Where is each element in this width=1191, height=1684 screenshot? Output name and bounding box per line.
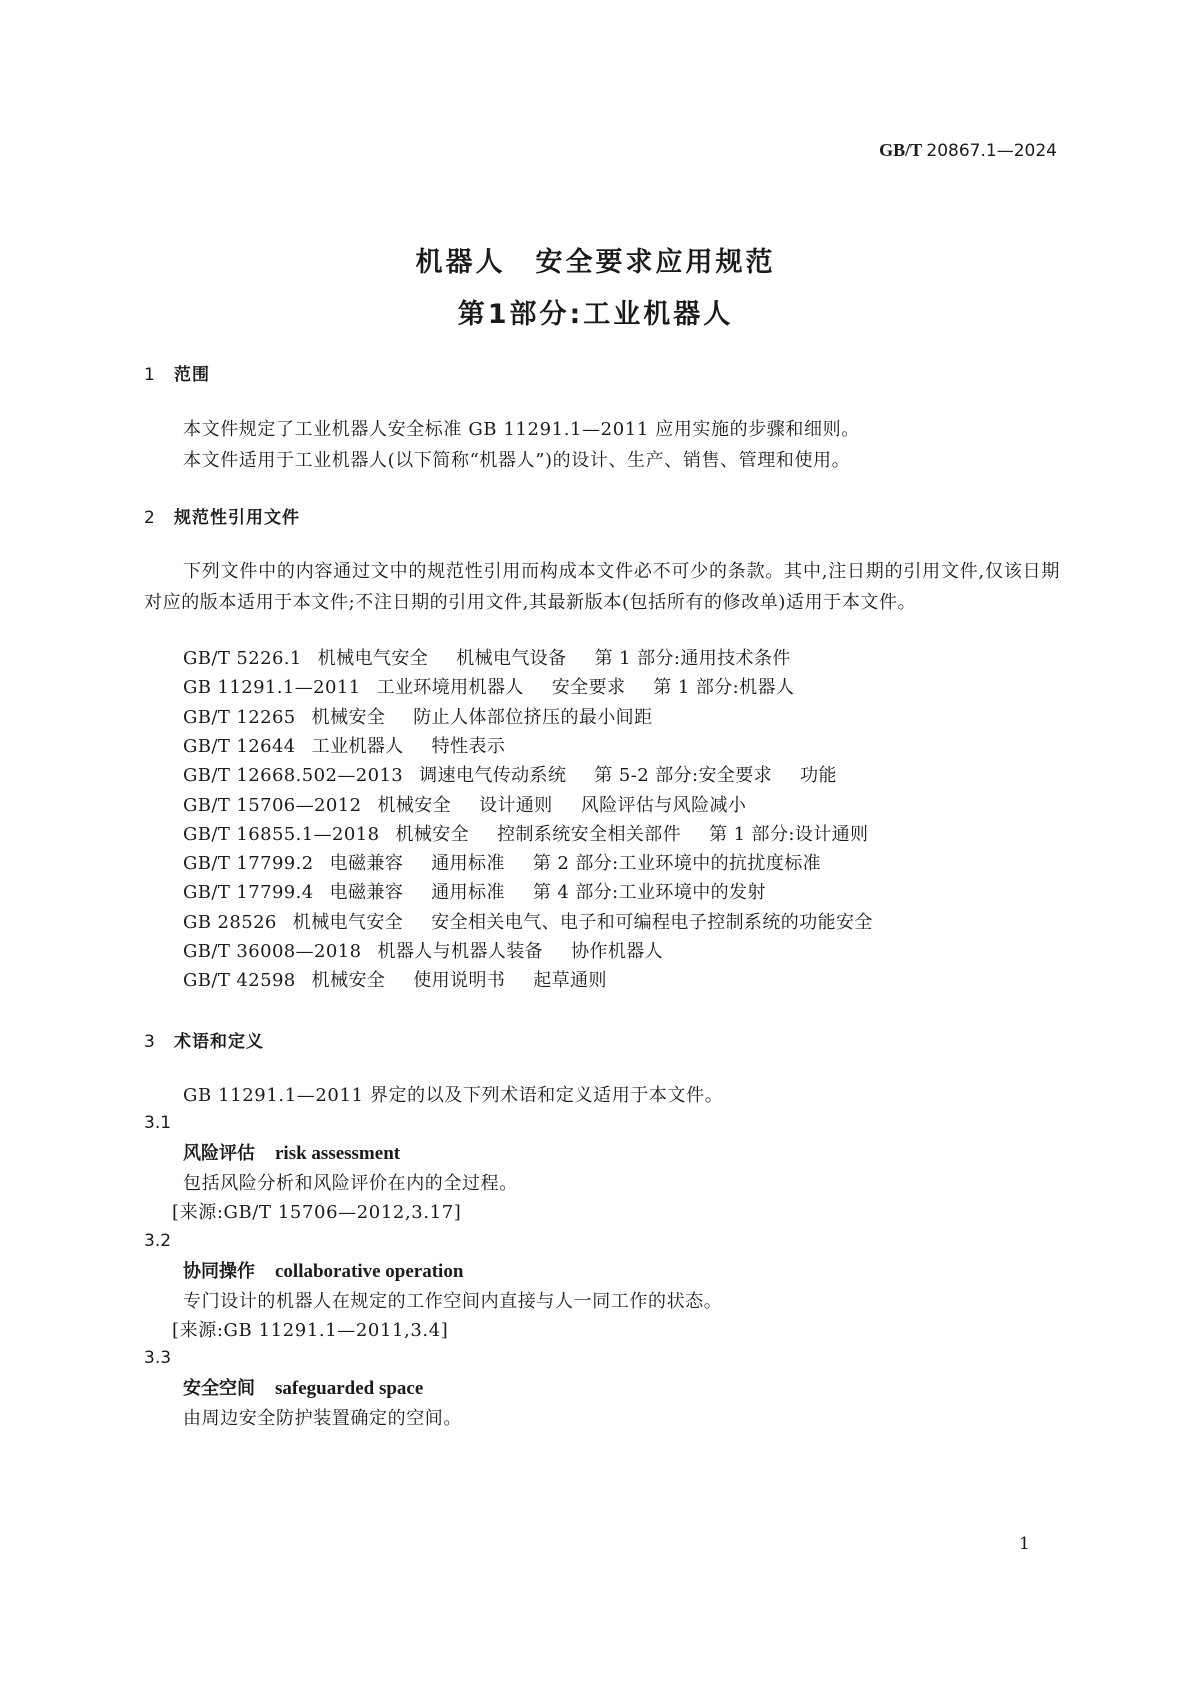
reference-title-part: 通用标准 [431, 853, 505, 874]
term-source: [来源:GB 11291.1—2011,3.4] [172, 1320, 449, 1341]
reference-title-part: 功能 [800, 765, 837, 786]
reference-item [183, 644, 819, 670]
document-title-line2: 第1部分:工业机器人 [457, 299, 734, 330]
reference-item [183, 966, 635, 992]
page-number: 1 [1019, 1534, 1030, 1554]
reference-title-part: 机械安全 [311, 970, 386, 991]
scope-paragraph: 本文件规定了工业机器人安全标准 GB 11291.1—2011 应用实施的步骤和细则。 [183, 419, 860, 440]
section-heading-scope [144, 360, 210, 385]
reference-title-part: 机械安全 [311, 707, 386, 728]
reference-code: GB/T 17799.4 [183, 882, 314, 903]
reference-item [183, 761, 865, 787]
reference-code: GB/T 12668.502—2013 [183, 765, 404, 786]
scope-paragraph: 本文件适用于工业机器人(以下简称“机器人”)的设计、生产、销售、管理和使用。 [183, 450, 851, 471]
term-definition: 由周边安全防护装置确定的空间。 [183, 1408, 462, 1429]
reference-title-part: 控制系统安全相关部件 [497, 824, 682, 845]
term-definition: 包括风险分析和风险评价在内的全过程。 [183, 1173, 518, 1194]
term-definition: 专门设计的机器人在规定的工作空间内直接与人一同工作的状态。 [183, 1291, 723, 1312]
reference-item [183, 703, 680, 729]
reference-title-part: 第 1 部分:设计通则 [709, 824, 869, 845]
term-en: risk assessment [275, 1143, 401, 1164]
reference-code: GB/T 36008—2018 [183, 941, 362, 962]
term-number: 3.1 [144, 1113, 172, 1133]
section-number: 3 [144, 1032, 156, 1052]
reference-title-part: 机器人与机器人装备 [377, 941, 544, 962]
section-title: 范围 [174, 365, 210, 385]
term-number: 3.2 [144, 1231, 172, 1251]
reference-title-part: 机械安全 [377, 795, 452, 816]
reference-title-part: 第 1 部分:机器人 [653, 677, 795, 698]
reference-item [183, 791, 774, 817]
reference-code: GB 11291.1—2011 [183, 677, 361, 698]
reference-title-part: 安全相关电气、电子和可编程电子控制系统的功能安全 [431, 912, 873, 933]
reference-code: GB/T 16855.1—2018 [183, 824, 380, 845]
reference-title-part: 设计通则 [479, 795, 553, 816]
reference-title-part: 电磁兼容 [329, 853, 404, 874]
section-heading-normative-references [144, 503, 300, 528]
reference-title-part: 特性表示 [431, 736, 506, 757]
term-en: collaborative operation [275, 1261, 464, 1282]
reference-code: GB/T 12644 [183, 736, 296, 757]
reference-title-part: 机械安全 [395, 824, 470, 845]
section-title: 术语和定义 [174, 1032, 264, 1052]
reference-code: GB/T 42598 [183, 970, 296, 991]
reference-title-part: 机械电气安全 [292, 912, 404, 933]
reference-title-part: 起草通则 [533, 970, 607, 991]
reference-title-part: 机械电气安全 [317, 648, 429, 669]
reference-item [183, 673, 822, 699]
term-source: [来源:GB/T 15706—2012,3.17] [172, 1202, 462, 1223]
term-en: safeguarded space [275, 1378, 424, 1399]
reference-item [183, 849, 849, 875]
reference-item [183, 937, 691, 963]
term-title [183, 1257, 463, 1283]
standard-prefix: GB/T [879, 140, 923, 160]
reference-code: GB/T 5226.1 [183, 648, 302, 669]
reference-title-part: 调速电气传动系统 [419, 765, 567, 786]
term-number: 3.3 [144, 1348, 172, 1368]
reference-title-part: 通用标准 [431, 882, 505, 903]
reference-title-part: 风险评估与风险减小 [580, 795, 747, 816]
standard-code [879, 140, 1057, 161]
reference-title-part: 机械电气设备 [456, 648, 567, 669]
reference-item [183, 732, 533, 758]
term-zh: 协同操作 [183, 1261, 255, 1282]
reference-title-part: 工业环境用机器人 [376, 677, 524, 698]
reference-item [183, 820, 896, 846]
reference-title-part: 第 2 部分:工业环境中的抗扰度标准 [532, 853, 822, 874]
standard-number: 20867.1—2024 [926, 141, 1057, 161]
reference-title-part: 使用说明书 [413, 970, 506, 991]
section-number: 1 [144, 365, 156, 385]
term-title [183, 1139, 400, 1165]
document-title-line1: 机器人 安全要求应用规范 [415, 247, 776, 278]
reference-title-part: 安全要求 [551, 677, 626, 698]
reference-item [183, 908, 901, 934]
term-zh: 安全空间 [183, 1378, 255, 1399]
reference-code: GB/T 12265 [183, 707, 296, 728]
section-title: 规范性引用文件 [174, 508, 300, 528]
term-title [183, 1374, 423, 1400]
reference-title-part: 工业机器人 [311, 736, 404, 757]
reference-title-part: 第 4 部分:工业环境中的发射 [532, 882, 766, 903]
reference-code: GB/T 15706—2012 [183, 795, 362, 816]
references-intro-paragraph: 下列文件中的内容通过文中的规范性引用而构成本文件必不可少的条款。其中,注日期的引用文件,仅该日期对应的版本适用于本文件;不注日期的引用文件,其最新版本(包括所有的修改单)适用于本文件。 [144, 561, 1060, 613]
section-heading-terms [144, 1027, 264, 1052]
term-zh: 风险评估 [183, 1143, 255, 1164]
reference-title-part: 第 5-2 部分:安全要求 [594, 765, 773, 786]
reference-title-part: 协作机器人 [571, 941, 664, 962]
section-number: 2 [144, 508, 156, 528]
reference-title-part: 防止人体部位挤压的最小间距 [413, 707, 653, 728]
reference-code: GB/T 17799.2 [183, 853, 314, 874]
reference-code: GB 28526 [183, 912, 277, 933]
terms-intro-paragraph: GB 11291.1—2011 界定的以及下列术语和定义适用于本文件。 [183, 1085, 724, 1106]
reference-title-part: 第 1 部分:通用技术条件 [594, 648, 791, 669]
reference-item [183, 878, 794, 904]
reference-title-part: 电磁兼容 [329, 882, 404, 903]
